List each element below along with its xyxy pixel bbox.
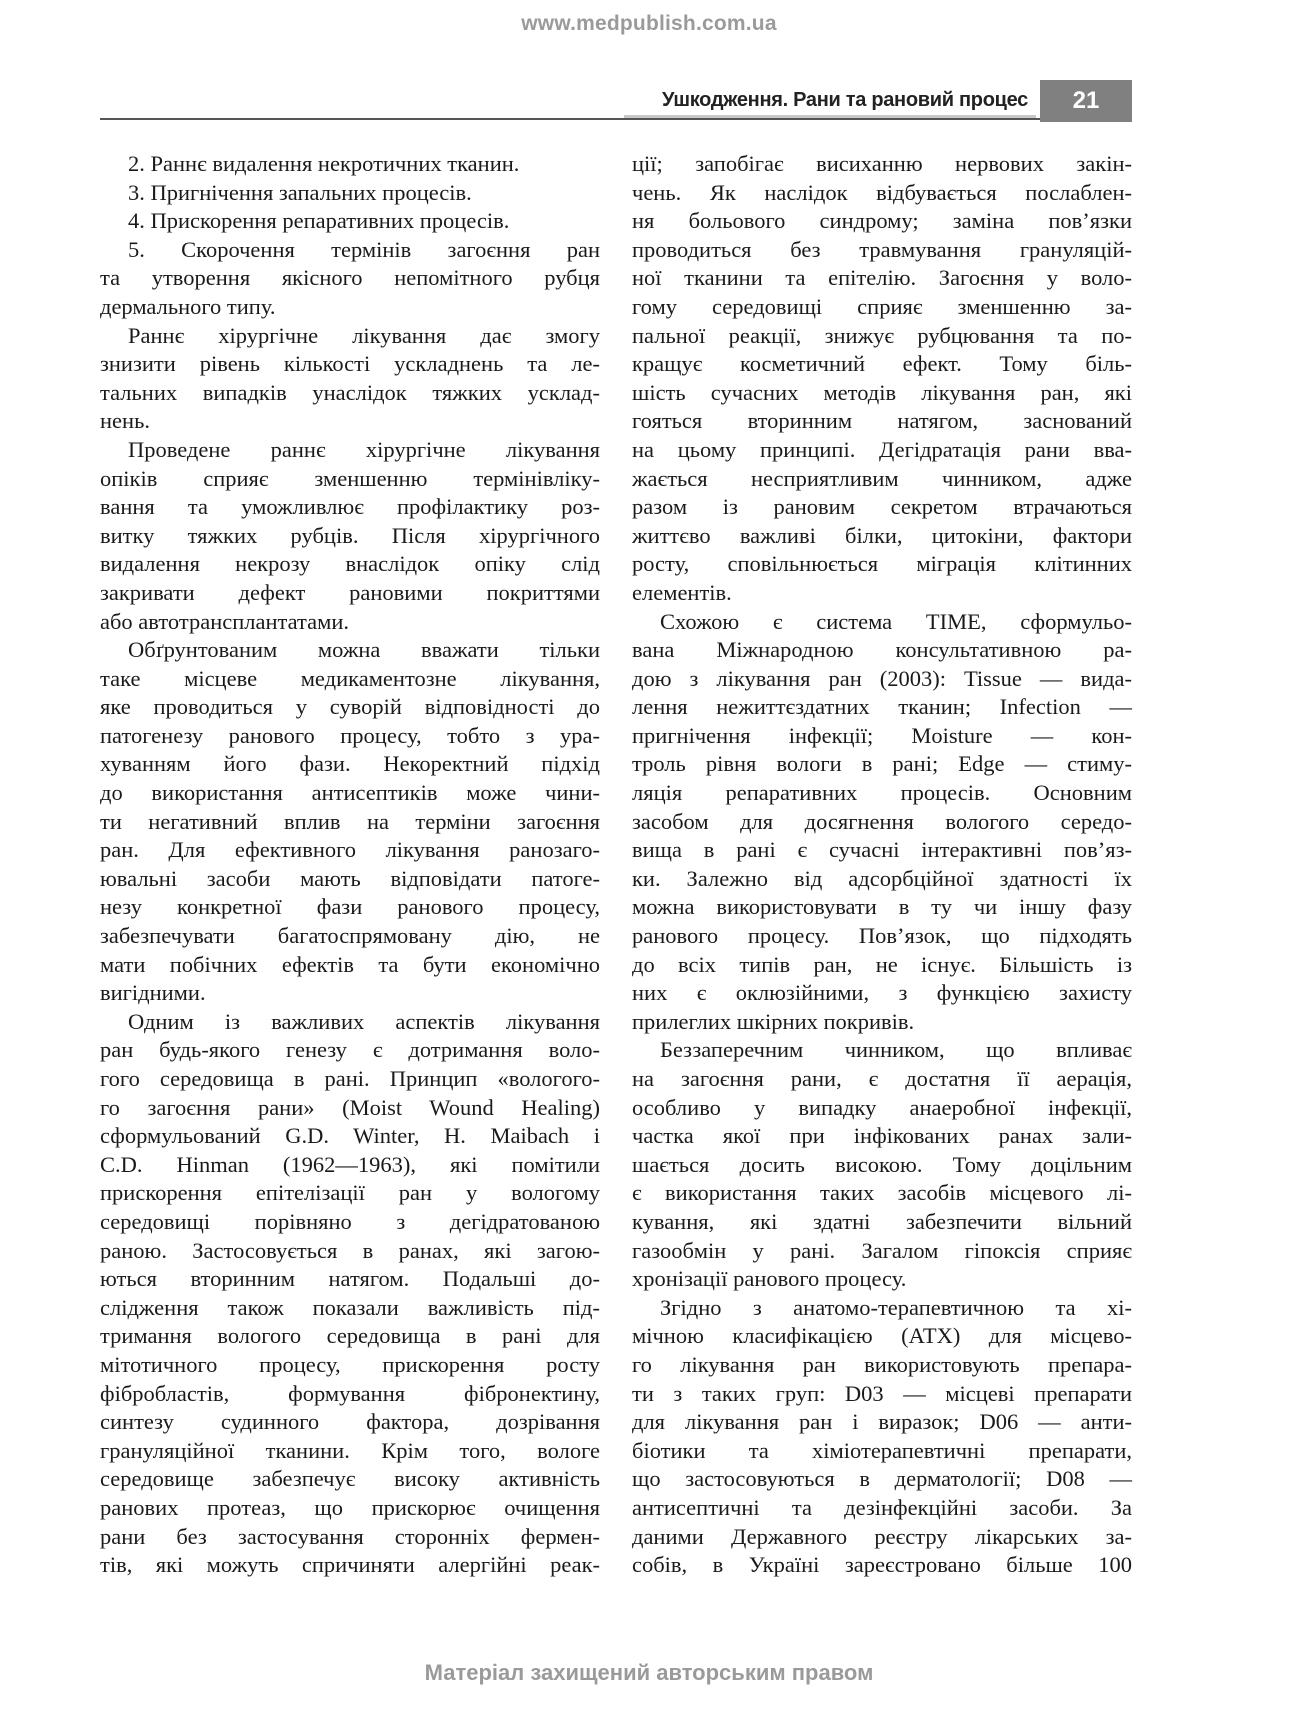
text-line: хуванням його фази. Некоректний підхід [100,751,600,777]
text-line: ції; запобігає висиханню нервових закін- [632,151,1132,176]
text-line: нень. [100,408,150,434]
text-line: шість сучасних методів лікування ран, які [632,379,1132,405]
text-line: або автотрансплантатами. [100,608,350,634]
text-line: Одним із важливих аспектів лікування [128,1008,600,1034]
text-line: Беззаперечним чинником, що впливає [660,1037,1132,1063]
text-line: фібробластів, формування фібронектину, [100,1380,600,1406]
copyright-watermark: Матеріал захищений авторським правом [424,1660,874,1685]
text-line: незу конкретної фази ранового процесу, [100,894,600,920]
text-line: ти негативний вплив на терміни загоєння [100,808,600,834]
text-line: Проведене раннє хірургічне лікування [128,436,600,462]
text-line: лення нежиттєздатних тканин; Infection — [632,694,1132,720]
text-line: C.D. Hinman (1962—1963), які помітили [100,1151,600,1177]
text-line: Обґрунтованим можна вважати тільки [128,637,600,663]
text-line: вигідними. [100,980,206,1006]
text-line: забезпечувати багатоспрямовану дію, не [100,923,600,949]
text-line: ранових протеаз, що прискорює очищення [100,1494,600,1520]
text-line: є використання таких засобів місцевого лі- [632,1180,1132,1206]
text-line: особливо у випадку анаеробної інфекції, [632,1094,1132,1120]
running-header [100,80,1132,120]
text-line: тальних випадків унаслідок тяжких усклад- [100,379,600,405]
text-line: слідження також показали важливість під- [100,1294,600,1320]
text-line: ки. Залежно від адсорбційної здатності їх [632,865,1132,891]
text-line: дермального типу. [100,293,276,319]
text-line: вища в рані є сучасні інтерактивні пов’яз- [632,837,1132,863]
text-line: ляція репаративних процесів. Основним [632,780,1132,806]
text-line: 3. Пригнічення запальних процесів. [128,179,472,205]
text-line: ються вторинним натягом. Подальші до- [100,1266,600,1292]
text-line: го лікування ран використовують препара- [632,1351,1132,1377]
text-line: жається несприятливим чинником, адже [632,465,1132,491]
text-line: 2. Раннє видалення некротичних тканин. [128,151,520,176]
text-line: гого середовища в рані. Принцип «вологого- [100,1066,600,1091]
text-line: видалення некрозу внаслідок опіку слід [100,551,600,577]
text-line: ранового процесу. Пов’язок, що підходять [632,923,1132,949]
text-line: Згідно з анатомо-терапевтичною та хі- [660,1294,1132,1320]
text-line: тримання вологого середовища в рані для [100,1323,600,1349]
text-line: тів, які можуть спричиняти алергійні реак- [100,1552,600,1578]
text-line: можна використовувати в ту чи іншу фазу [632,894,1132,920]
text-line: до використання антисептиків може чини- [100,780,600,806]
text-line: на цьому принципі. Дегідратація рани вва- [632,436,1132,462]
text-line: 5. Скорочення термінів загоєння ран [128,236,600,262]
right-column [632,150,1132,1580]
text-line: витку тяжких рубців. Після хірургічного [100,522,600,548]
watermark-url: www.medpublish.com.ua [521,12,777,35]
text-line: кування, які здатні забезпечити вільний [632,1208,1132,1234]
text-line: ної тканини та епітелію. Загоєння у воло- [632,265,1132,291]
text-line: кращує косметичний ефект. Тому біль- [632,351,1132,377]
text-line: біотики та хіміотерапевтичні препарати, [632,1437,1132,1463]
text-line: до всіх типів ран, не існує. Більшість із [632,951,1132,977]
text-line: пальної реакції, знижує рубцювання та по- [632,322,1132,348]
text-line: ти з таких груп: D03 — місцеві препарати [632,1380,1132,1406]
text-line: сформульований G.D. Winter, H. Maibach і [100,1123,600,1149]
text-line: ран будь-якого генезу є дотримання воло- [100,1037,600,1063]
text-line: го загоєння рани» (Moist Wound Healing) [100,1094,600,1120]
text-line: дою з лікування ран (2003): Tissue — вида- [632,665,1132,691]
text-line: прискорення епітелізації ран у вологому [100,1180,600,1206]
text-line: засобом для досягнення вологого середо- [632,808,1132,834]
text-line: ня больового синдрому; заміна пов’язки [632,208,1132,234]
text-line: частка якої при інфікованих ранах зали- [632,1123,1132,1149]
text-line: вання та уможливлює профілактику роз- [100,494,600,520]
text-line: 4. Прискорення репаративних процесів. [128,208,510,234]
text-line: знизити рівень кількості ускладнень та ле- [100,351,600,377]
text-line: яке проводиться у суворій відповідності до [100,694,600,720]
text-line: мітотичного процесу, прискорення росту [100,1351,600,1377]
text-line: мічною класифікацією (АТХ) для місцево- [632,1323,1132,1349]
text-line: синтезу судинного фактора, дозрівання [100,1409,600,1435]
text-line: прилеглих шкірних покривів. [632,1008,915,1034]
text-line: росту, сповільнюється міграція клітинних [632,551,1132,577]
left-column [100,150,600,1580]
text-line: гому середовищі сприяє зменшенню за- [632,293,1132,319]
text-line: Раннє хірургічне лікування дає змогу [128,322,600,348]
text-line: собів, в Україні зареєстровано більше 100 [632,1552,1132,1578]
text-line: середовище забезпечує високу активність [100,1466,600,1492]
text-line: життєво важливі білки, цитокіни, фактори [632,522,1132,548]
text-line: чень. Як наслідок відбувається послаблен- [632,179,1132,205]
text-line: антисептичні та дезінфекційні засоби. За [632,1494,1132,1520]
text-line: разом із рановим секретом втрачаються [632,494,1132,520]
text-line: раною. Застосовується в ранах, які загою- [100,1237,600,1263]
text-line: пригнічення інфекції; Moisture — кон- [632,722,1132,748]
text-line: вана Міжнародною консультативною ра- [632,637,1132,663]
text-line: таке місцеве медикаментозне лікування, [100,665,600,691]
text-line: мати побічних ефектів та бути економічно [100,951,600,977]
text-line: середовищі порівняно з дегідратованою [100,1208,600,1234]
text-line: троль рівня вологи в рані; Edge — стиму- [632,751,1132,777]
text-line: проводиться без травмування грануляцій- [632,236,1132,262]
text-line: на загоєння рани, є достатня її аерація, [632,1066,1132,1091]
text-line: елементів. [632,579,732,605]
text-line: опіків сприяє зменшенню термінівліку- [100,465,600,491]
text-line: патогенезу ранового процесу, тобто з ура- [100,722,600,748]
text-line: для лікування ран і виразок; D06 — анти- [632,1409,1132,1435]
text-line: ювальні засоби мають відповідати патоге- [100,865,600,891]
text-line: та утворення якісного непомітного рубця [100,265,600,291]
text-line: хронізації ранового процесу. [632,1266,907,1292]
text-line: Схожою є система TIME, сформульо- [660,608,1132,634]
text-line: закривати дефект рановими покриттями [100,579,600,605]
header-rule [100,118,1132,120]
text-line: ран. Для ефективного лікування ранозаго- [100,837,600,863]
text-line: даними Державного реєстру лікарських за- [632,1523,1132,1549]
text-line: них є оклюзійними, з функцією захисту [632,980,1132,1006]
text-line: газообмін у рані. Загалом гіпоксія сприяє [632,1237,1132,1263]
text-line: що застосовуються в дерматології; D08 — [632,1466,1132,1492]
text-line: гояться вторинним натягом, заснований [632,408,1132,434]
text-line: шається досить високою. Тому доцільним [632,1151,1132,1177]
chapter-title: Ушкодження. Рани та рановий процес [661,89,1028,111]
text-line: грануляційної тканини. Крім того, вологе [100,1437,600,1463]
page-number: 21 [1040,80,1132,122]
text-line: рани без застосування сторонніх фермен- [100,1523,600,1549]
